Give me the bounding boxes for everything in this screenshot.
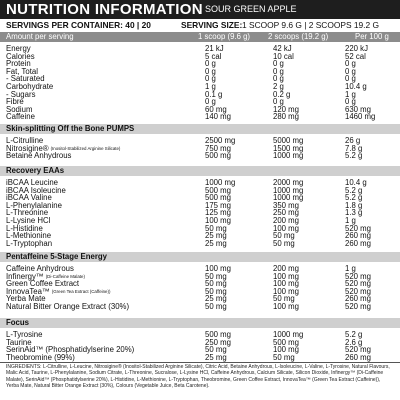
one-scoop-value: 500 mg — [205, 193, 232, 203]
one-scoop-value: 100 mg — [205, 215, 232, 225]
one-scoop-value: 25 mg — [205, 352, 227, 362]
per100-value: 5.2 g — [345, 151, 363, 161]
two-scoops-value: 100 mg — [273, 301, 300, 311]
column-header — [0, 32, 400, 42]
ingredient-name: Theobromine (99%) — [6, 352, 75, 362]
per100-value: 0 g — [345, 97, 356, 107]
ingredient-name: L-Phenylalanine — [6, 200, 62, 210]
one-scoop-value: 60 mg — [205, 104, 227, 114]
panel-title: NUTRITION INFORMATION — [6, 1, 203, 18]
one-scoop-value: 50 mg — [205, 223, 227, 233]
two-scoops-value: 5000 mg — [273, 136, 304, 145]
two-scoops-value: 1000 mg — [273, 330, 304, 339]
ingredient-name: Green Coffee Extract — [6, 279, 80, 289]
nutrient-row — [0, 53, 400, 61]
ingredient-name-cell — [6, 354, 75, 362]
per100-value: 26 g — [345, 136, 361, 145]
nutrient-name: Fibre — [6, 97, 24, 107]
one-scoop-value: 0 g — [205, 59, 216, 69]
ingredient-name-cell — [6, 303, 129, 311]
nutrient-name: Caffeine — [6, 112, 35, 122]
one-scoop-value: 25 mg — [205, 238, 227, 248]
ingredient-name: L-Histidine — [6, 223, 43, 233]
section-rows — [0, 137, 400, 160]
nutrient-name: - Sugars — [6, 89, 36, 99]
per100-value: 5.2 g — [345, 330, 363, 339]
per100-value: 520 mg — [345, 345, 372, 355]
two-scoops-value: 2000 mg — [273, 178, 304, 187]
one-scoop-value: 21 kJ — [205, 44, 224, 53]
per100-value: 220 kJ — [345, 44, 368, 53]
ingredient-name: L-Methionine — [6, 231, 52, 241]
ingredient-name: Infinergy™ — [6, 271, 44, 281]
per100-value: 520 mg — [345, 271, 372, 281]
two-scoops-value: 1000 mg — [273, 151, 304, 161]
one-scoop-value: 25 mg — [205, 231, 227, 241]
per100-value: 630 mg — [345, 104, 372, 114]
servings-line — [0, 19, 400, 31]
two-scoops-value: 120 mg — [273, 104, 300, 114]
ingredient-row — [0, 152, 400, 160]
one-scoop-value: 500 mg — [205, 330, 232, 339]
per100-value: 5.2 g — [345, 185, 363, 195]
nutrient-name: Carbohydrate — [6, 81, 54, 91]
per100-value: 2.6 g — [345, 337, 363, 347]
ingredient-name: L-Tyrosine — [6, 330, 43, 339]
per100-value: 260 mg — [345, 294, 372, 304]
one-scoop-value: 50 mg — [205, 301, 227, 311]
section-header — [0, 252, 400, 262]
two-scoops-value: 0 g — [273, 66, 284, 76]
title-bar — [0, 0, 400, 19]
nutrient-row — [0, 45, 400, 53]
nutrient-row — [0, 60, 400, 68]
two-scoops-value: 1000 mg — [273, 193, 304, 203]
ingredient-row — [0, 209, 400, 217]
section-title: Recovery EAAs — [6, 166, 65, 175]
col-amount: Amount per serving — [6, 32, 74, 41]
nutrient-name: Calories — [6, 51, 35, 61]
per100-value: 260 mg — [345, 238, 372, 248]
one-scoop-value: 0.1 g — [205, 89, 223, 99]
two-scoops-value: 0 g — [273, 74, 284, 84]
ingredient-name-cell — [6, 240, 52, 248]
per100-value: 260 mg — [345, 231, 372, 241]
ingredient-row — [0, 187, 400, 195]
ingredient-name: L-Tryptophan — [6, 238, 53, 248]
basic-nutrients — [0, 45, 400, 121]
section-rows — [0, 265, 400, 311]
two-scoops-value: 50 mg — [273, 294, 295, 304]
one-scoop-value: 50 mg — [205, 271, 227, 281]
serving-size-value: 1 SCOOP 9.6 G | 2 SCOOPS 19.2 G — [242, 20, 380, 30]
per100-value: 520 mg — [345, 286, 372, 296]
per100-value: 520 mg — [345, 223, 372, 233]
ingredient-name: Natural Bitter Orange Extract (30%) — [6, 301, 130, 311]
nutrient-name: Fat, Total — [6, 66, 38, 76]
two-scoops-value: 100 mg — [273, 345, 300, 355]
one-scoop-value: 1 g — [205, 81, 216, 91]
per100-value: 52 cal — [345, 51, 366, 61]
section-title: Focus — [6, 318, 29, 327]
ingredient-name: L-Lysine HCl — [6, 215, 51, 225]
ingredient-note: (Di-Caffeine Malate) — [45, 273, 85, 279]
two-scoops-value: 100 mg — [273, 279, 300, 289]
ingredient-name: iBCAA Leucine — [6, 178, 59, 187]
one-scoop-value: 25 mg — [205, 294, 227, 304]
two-scoops-value: 2 g — [273, 81, 284, 91]
per100-value: 1 g — [345, 264, 356, 273]
per100-value: 520 mg — [345, 279, 372, 289]
two-scoops-value: 0 g — [273, 59, 284, 69]
nutrient-name: - Saturated — [6, 74, 45, 84]
nutrient-row — [0, 113, 400, 121]
two-scoops-value: 42 kJ — [273, 44, 292, 53]
ingredient-name: Caffeine Anhydrous — [6, 264, 74, 273]
one-scoop-value: 50 mg — [205, 345, 227, 355]
per100-value: 1.8 g — [345, 200, 363, 210]
per100-value: 1 g — [345, 215, 356, 225]
per100-value: 520 mg — [345, 301, 372, 311]
one-scoop-value: 50 mg — [205, 286, 227, 296]
ingredient-name: L-Threonine — [6, 208, 49, 218]
ingredients-text: INGREDIENTS: L-Citrulline, L-Leucine, Nitrosigine® (Inositol-Stabilized Arginine Silicate), Citric Acid, Betaine Anhydrous, L-Isoleucine, L-Valine, L-Tyrosine, Natural Flavours, Malic Acid, Taurine, L-Phenylalanine, Sodium Citrate, L-Threonine, Sucralose, L-Lysine HCl, Caffeine Anhydrous, Calcium Silicate, Silicon Dioxide, Infinergy™ (Di-Caffeine Malate), SerinAid™ (Phosphatidylserine 20%), L-Histidine, L-Methionine, L-Tryptophan, Theobromine, Green Coffee Extract, InnovaTea™ (Green Tea Extract (Caffeine)), Yerba Mate, Natural Bitter Orange Extract (30%), Colours (Vegetable Juice, Beta Carotene). — [6, 364, 390, 390]
two-scoops-value: 200 mg — [273, 215, 300, 225]
nutrient-row — [0, 83, 400, 91]
nutrient-name: Protein — [6, 59, 31, 69]
one-scoop-value: 0 g — [205, 66, 216, 76]
section-rows — [0, 331, 400, 361]
ingredient-name: Yerba Mate — [6, 294, 46, 304]
section-header — [0, 166, 400, 176]
one-scoop-value: 175 mg — [205, 200, 232, 210]
ingredient-note: (Inositol-Stabilized Arginine Silicate) — [50, 145, 121, 151]
two-scoops-value: 10 cal — [273, 51, 294, 61]
ingredient-name: iBCAA Isoleucine — [6, 185, 66, 195]
section-title: Pentaffeine 5-Stage Energy — [6, 252, 107, 261]
ingredient-name: L-Citrulline — [6, 136, 44, 145]
ingredient-name-cell — [6, 152, 71, 160]
one-scoop-value: 140 mg — [205, 112, 232, 122]
per100-value: 10.4 g — [345, 178, 367, 187]
ingredient-row — [0, 280, 400, 288]
nutrient-row — [0, 68, 400, 76]
section-header — [0, 318, 400, 328]
per100-value: 0 g — [345, 66, 356, 76]
two-scoops-value: 350 mg — [273, 200, 300, 210]
nutrient-row — [0, 91, 400, 99]
one-scoop-value: 50 mg — [205, 279, 227, 289]
ingredient-name: SerinAid™ (Phosphatidylserine 20%) — [6, 345, 135, 355]
nutrient-row — [0, 106, 400, 114]
one-scoop-value: 500 mg — [205, 151, 232, 161]
two-scoops-value: 50 mg — [273, 352, 295, 362]
two-scoops-value: 500 mg — [273, 337, 300, 347]
section-rows — [0, 179, 400, 247]
two-scoops-value: 280 mg — [273, 112, 300, 122]
per100-value: 1 g — [345, 89, 356, 99]
two-scoops-value: 0.2 g — [273, 89, 291, 99]
one-scoop-value: 500 mg — [205, 185, 232, 195]
ingredient-note: (Green Tea Extract (Caffeine)) — [51, 288, 111, 294]
two-scoops-value: 50 mg — [273, 231, 295, 241]
flavor-label: SOUR GREEN APPLE — [205, 4, 297, 14]
per100-value: 7.8 g — [345, 143, 363, 153]
one-scoop-value: 750 mg — [205, 143, 232, 153]
nutrient-row — [0, 75, 400, 83]
per100-value: 10.4 g — [345, 81, 367, 91]
two-scoops-value: 250 mg — [273, 208, 300, 218]
one-scoop-value: 2500 mg — [205, 136, 236, 145]
col-two-scoops: 2 scoops (19.2 g) — [268, 32, 329, 41]
ingredient-row — [0, 202, 400, 210]
section-header — [0, 124, 400, 134]
one-scoop-value: 125 mg — [205, 208, 232, 218]
per100-value: 1460 mg — [345, 112, 376, 122]
col-one-scoop: 1 scoop (9.6 g) — [198, 32, 251, 41]
divider — [0, 362, 400, 363]
two-scoops-value: 100 mg — [273, 223, 300, 233]
ingredient-row — [0, 225, 400, 233]
ingredient-name: Taurine — [6, 337, 32, 347]
two-scoops-value: 200 mg — [273, 264, 300, 273]
one-scoop-value: 250 mg — [205, 337, 232, 347]
col-per100: Per 100 g — [355, 32, 389, 41]
one-scoop-value: 5 cal — [205, 51, 222, 61]
ingredient-name: iBCAA Valine — [6, 193, 52, 203]
one-scoop-value: 0 g — [205, 97, 216, 107]
nutrient-name: Energy — [6, 44, 31, 53]
one-scoop-value: 1000 mg — [205, 178, 236, 187]
one-scoop-value: 0 g — [205, 74, 216, 84]
two-scoops-value: 100 mg — [273, 286, 300, 296]
two-scoops-value: 1500 mg — [273, 143, 304, 153]
per100-value: 260 mg — [345, 352, 372, 362]
two-scoops-value: 50 mg — [273, 238, 295, 248]
ingredient-name: Betaine Anhydrous — [6, 151, 72, 161]
section-title: Skin-splitting Off the Bone PUMPS — [6, 124, 135, 133]
one-scoop-value: 100 mg — [205, 264, 232, 273]
ingredient-row — [0, 265, 400, 273]
ingredient-row — [0, 331, 400, 339]
ingredient-row — [0, 217, 400, 225]
ingredient-row — [0, 354, 400, 362]
per100-value: 0 g — [345, 74, 356, 84]
servings-per-container: SERVINGS PER CONTAINER: 40 | 20 — [6, 20, 151, 30]
nutrient-row — [0, 98, 400, 106]
nutrient-name: Sodium — [6, 104, 33, 114]
two-scoops-value: 0 g — [273, 97, 284, 107]
ingredient-row — [0, 303, 400, 311]
ingredient-row — [0, 137, 400, 145]
ingredient-name: Nitrosigine® — [6, 143, 49, 153]
ingredient-row — [0, 232, 400, 240]
ingredient-row — [0, 288, 400, 296]
serving-size-label: SERVING SIZE: — [181, 20, 243, 30]
ingredient-name: InnovaTea™ — [6, 286, 50, 296]
per100-value: 0 g — [345, 59, 356, 69]
two-scoops-value: 1000 mg — [273, 185, 304, 195]
ingredient-row — [0, 240, 400, 248]
per100-value: 1.3 g — [345, 208, 363, 218]
per100-value: 5.2 g — [345, 193, 363, 203]
two-scoops-value: 100 mg — [273, 271, 300, 281]
